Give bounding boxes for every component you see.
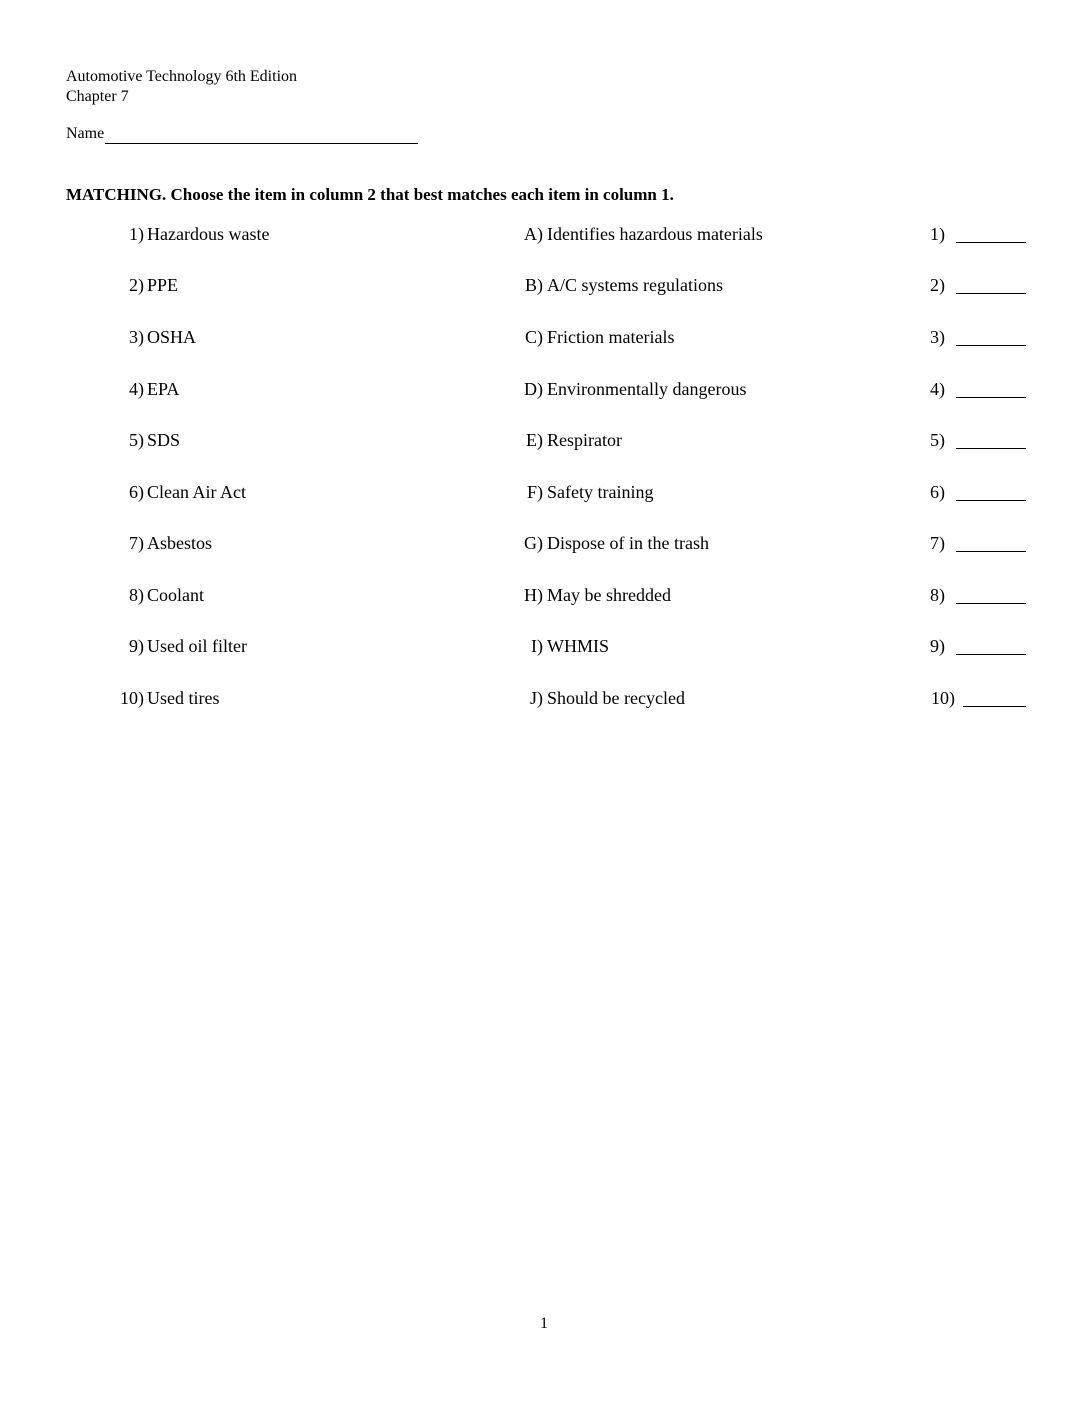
choice-letter: A)	[524, 224, 543, 244]
choice-text: Environmentally dangerous	[547, 379, 747, 399]
choice-text: Identifies hazardous materials	[547, 224, 763, 244]
answer-number: 2)	[930, 275, 945, 295]
term-text: Hazardous waste	[147, 224, 270, 244]
term-text: EPA	[147, 379, 180, 399]
choice-letter: G)	[524, 533, 543, 553]
book-title: Automotive Technology 6th Edition	[66, 68, 298, 85]
choice-text: Safety training	[547, 482, 654, 502]
term-text: PPE	[147, 275, 179, 295]
term-number: 1)	[129, 224, 144, 244]
choice-letter: J)	[530, 688, 543, 708]
answer-number: 10)	[931, 688, 955, 708]
choice-text: A/C systems regulations	[547, 275, 723, 295]
matching-row	[0, 480, 1088, 504]
answer-blank[interactable]	[956, 654, 1026, 655]
term-number: 6)	[129, 482, 144, 502]
term-number: 4)	[129, 379, 144, 399]
term-number: 2)	[129, 275, 144, 295]
answer-number: 6)	[930, 482, 945, 502]
answer-blank[interactable]	[956, 293, 1026, 294]
answer-number: 8)	[930, 585, 945, 605]
choice-letter: C)	[525, 327, 543, 347]
term-text: Used tires	[147, 688, 220, 708]
answer-number: 1)	[930, 224, 945, 244]
matching-row	[0, 428, 1088, 452]
page-number: 1	[540, 1315, 548, 1332]
choice-letter: F)	[526, 482, 543, 502]
choice-letter: H)	[524, 585, 543, 605]
term-text: OSHA	[147, 327, 197, 347]
term-number: 8)	[129, 585, 144, 605]
matching-row	[0, 583, 1088, 607]
term-text: SDS	[147, 430, 181, 450]
choice-text: WHMIS	[547, 636, 609, 656]
name-label: Name	[66, 125, 105, 142]
term-number: 9)	[129, 636, 144, 656]
matching-row	[0, 377, 1088, 401]
term-text: Asbestos	[147, 533, 213, 553]
answer-blank[interactable]	[956, 397, 1026, 398]
choice-text: Friction materials	[547, 327, 675, 347]
answer-blank[interactable]	[956, 551, 1026, 552]
term-number: 3)	[129, 327, 144, 347]
answer-number: 3)	[930, 327, 945, 347]
answer-blank[interactable]	[956, 500, 1026, 501]
instructions: MATCHING. Choose the item in column 2 that best matches each item in column 1.	[66, 185, 674, 204]
choice-text: Should be recycled	[547, 688, 685, 708]
matching-row	[0, 531, 1088, 555]
name-blank[interactable]	[105, 126, 418, 144]
choice-text: Respirator	[547, 430, 622, 450]
answer-blank[interactable]	[956, 242, 1026, 243]
choice-letter: D)	[524, 379, 543, 399]
choice-letter: I)	[531, 636, 543, 656]
answer-blank[interactable]	[956, 603, 1026, 604]
matching-row	[0, 686, 1088, 710]
matching-row	[0, 634, 1088, 658]
name-field-row	[66, 124, 418, 144]
matching-row	[0, 273, 1088, 297]
term-text: Clean Air Act	[147, 482, 246, 502]
choice-text: Dispose of in the trash	[547, 533, 709, 553]
choice-letter: B)	[525, 275, 543, 295]
choice-text: May be shredded	[547, 585, 671, 605]
answer-blank[interactable]	[963, 706, 1026, 707]
term-number: 5)	[129, 430, 144, 450]
answer-number: 7)	[930, 533, 945, 553]
term-number: 10)	[120, 688, 144, 708]
term-text: Used oil filter	[147, 636, 247, 656]
chapter-label: Chapter 7	[66, 88, 129, 105]
answer-number: 4)	[930, 379, 945, 399]
term-text: Coolant	[147, 585, 204, 605]
answer-number: 9)	[930, 636, 945, 656]
answer-blank[interactable]	[956, 345, 1026, 346]
answer-blank[interactable]	[956, 448, 1026, 449]
term-number: 7)	[129, 533, 144, 553]
answer-number: 5)	[930, 430, 945, 450]
matching-row	[0, 222, 1088, 246]
matching-row	[0, 325, 1088, 349]
choice-letter: E)	[526, 430, 543, 450]
